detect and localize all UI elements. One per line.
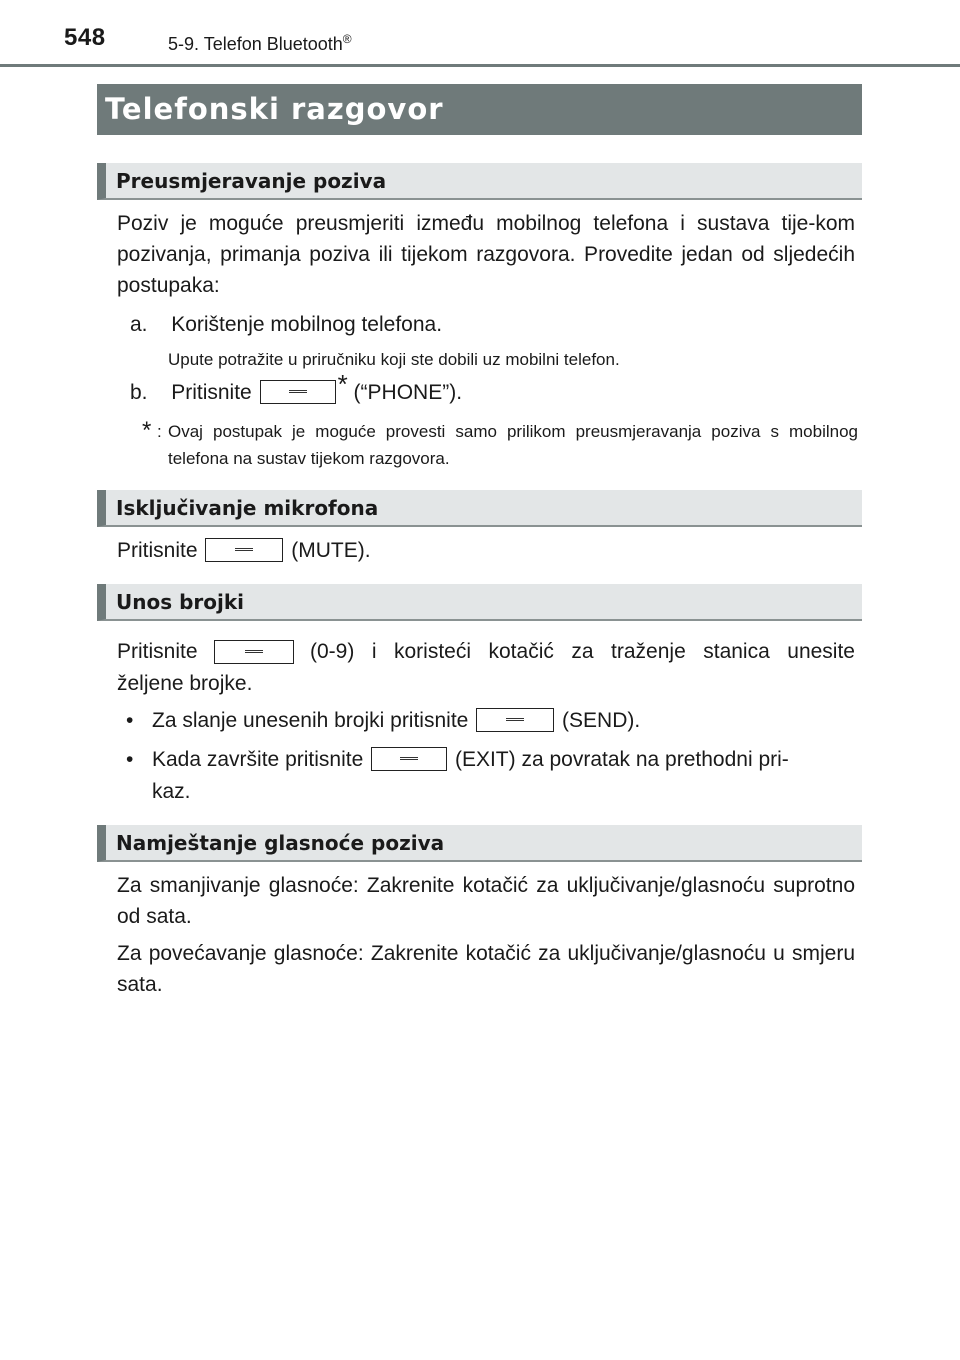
bullet-dot: • [126,709,134,732]
footnote-star: * [142,417,152,444]
exit-button-icon[interactable] [371,747,447,771]
digits-line2: željene brojke. [117,672,253,695]
chapter-title [168,32,352,55]
item-a [130,309,442,340]
digits-post-line1: (0-9) i koristeći kotačić za traženje stanica unesite [310,640,855,663]
item-b [130,369,463,408]
section-heading-digits: Unos brojki [97,584,862,621]
registered-mark: ® [342,32,352,46]
header-divider [0,64,960,67]
footnote-colon: : [157,422,162,441]
volume-increase: Za povećavanje glasnoće: Zakrenite kotačić za uključivanje/glasnoću u smjeru sata. [117,942,855,996]
page-header [0,0,960,66]
item-a-marker: a. [130,313,148,336]
item-b-pre: Pritisnite [171,381,252,404]
exit-post: (EXIT) za povratak na prethodni pri- [454,748,789,771]
digits-pre: Pritisnite [117,640,198,663]
item-b-marker: b. [130,381,148,404]
item-b-post: (“PHONE”). [353,381,463,404]
mute-post: (MUTE). [291,539,371,562]
item-a-note: Upute potražite u priručniku koji ste dobili uz mobilni telefon. [168,350,620,369]
digits-button-icon[interactable] [214,640,294,664]
digits-bullet-send [126,705,640,736]
send-post: (SEND). [562,709,641,732]
exit-continuation: kaz. [152,780,191,803]
item-a-text: Korištenje mobilnog telefona. [171,313,443,336]
volume-decrease: Za smanjivanje glasnoće: Zakrenite kotačić za uključivanje/glasnoću suprotno od sata. [117,874,855,928]
send-button-icon[interactable] [476,708,554,732]
digits-line1 [117,636,855,667]
mute-pre: Pritisnite [117,539,198,562]
page-number: 548 [64,24,106,51]
mute-button-icon[interactable] [205,538,283,562]
section-heading-mute: Isključivanje mikrofona [97,490,862,527]
bullet-dot: • [126,748,134,771]
exit-pre: Kada završite pritisnite [152,748,364,771]
chapter-text: 5-9. Telefon Bluetooth [168,34,343,54]
section-heading-volume: Namještanje glasnoće poziva [97,825,862,862]
digits-bullet-exit [126,744,789,775]
send-pre: Za slanje unesenih brojki pritisnite [152,709,469,732]
mute-instruction [117,535,371,566]
transfer-intro: Poziv je moguće preusmjeriti između mobilnog telefona i sustava tije-kom pozivanja, primanja poziva ili tijekom razgovora. Provedite jedan od sljedećih postupaka: [117,212,855,297]
footnote-text: Ovaj postupak je moguće provesti samo prilikom preusmjeravanja poziva s mobilnog telefona na sustav tijekom razgovora. [168,422,858,468]
page-title: Telefonski razgovor [97,84,862,135]
section-heading-transfer: Preusmjeravanje poziva [97,163,862,200]
phone-button-icon[interactable] [260,380,336,404]
item-b-star: * [337,369,348,399]
